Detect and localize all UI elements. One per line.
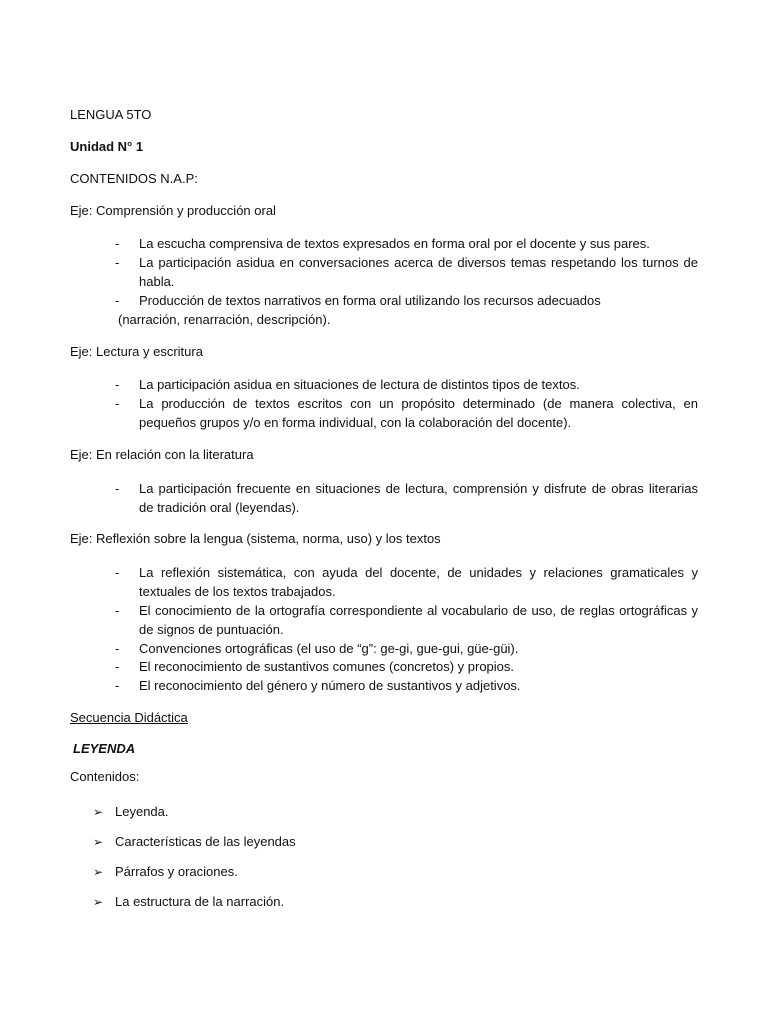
- eje-comprension-heading: Eje: Comprensión y producción oral: [70, 203, 276, 218]
- list-item-text: Producción de textos narrativos en forma oral utilizando los recursos adecuados: [139, 293, 601, 308]
- list-item: [70, 234, 698, 253]
- dash-marker: -: [115, 659, 120, 674]
- arrow-bullet-icon: ➢: [93, 895, 104, 909]
- list-item: [70, 394, 698, 432]
- list-item: [70, 601, 698, 639]
- list-item: [93, 894, 284, 910]
- arrow-bullet-icon: ➢: [93, 865, 104, 879]
- list-item-text: El reconocimiento de sustantivos comunes (concretos) y propios.: [139, 659, 515, 674]
- sequence-subtitle: LEYENDA: [73, 741, 136, 756]
- list-item: [93, 804, 169, 820]
- eje-literatura-heading: Eje: En relación con la literatura: [70, 447, 254, 462]
- dash-marker: -: [115, 377, 120, 392]
- list-item: [70, 253, 698, 291]
- list-item-text: Características de las leyendas: [115, 834, 296, 849]
- dash-marker: -: [115, 641, 120, 656]
- list-item-text: La producción de textos escritos con un propósito determinado (de manera colectiva, en pequeños grupos y/o en forma individual, con la colaboración del docente).: [139, 396, 698, 430]
- list-item-text: La participación asidua en conversaciones acerca de diversos temas respetando los turnos de habla.: [139, 255, 698, 289]
- list-item-continuation: (narración, renarración, descripción).: [118, 312, 331, 327]
- sequence-heading: Secuencia Didáctica: [70, 710, 188, 725]
- dash-marker: -: [115, 678, 120, 693]
- dash-marker: -: [115, 481, 120, 496]
- list-item-text: El reconocimiento del género y número de sustantivos y adjetivos.: [139, 678, 521, 693]
- dash-marker: -: [115, 565, 120, 580]
- eje-lectura-heading: Eje: Lectura y escritura: [70, 344, 203, 359]
- arrow-bullet-icon: ➢: [93, 805, 104, 819]
- list-item-text: La estructura de la narración.: [115, 894, 285, 909]
- list-item-text: Párrafos y oraciones.: [115, 864, 238, 879]
- list-item: [93, 834, 296, 850]
- list-item-text: El conocimiento de la ortografía correspondiente al vocabulario de uso, de reglas ortográficas y de signos de puntuación.: [139, 603, 698, 637]
- list-item-text: La participación frecuente en situaciones de lectura, comprensión y disfrute de obras literarias de tradición oral (leyendas).: [139, 481, 698, 515]
- list-item: [93, 864, 238, 880]
- dash-marker: -: [115, 396, 120, 411]
- dash-marker: -: [115, 293, 120, 308]
- list-item-text: La reflexión sistemática, con ayuda del docente, de unidades y relaciones gramaticales y textuales de los textos trabajados.: [139, 565, 698, 599]
- document-title: LENGUA 5TO: [70, 107, 152, 122]
- arrow-bullet-icon: ➢: [93, 835, 104, 849]
- unit-heading: Unidad N° 1: [70, 139, 144, 154]
- eje-reflexion-heading: Eje: Reflexión sobre la lengua (sistema, norma, uso) y los textos: [70, 531, 441, 546]
- list-item: [70, 291, 698, 310]
- contents-label: Contenidos:: [70, 769, 140, 784]
- list-item-text: La escucha comprensiva de textos expresados en forma oral por el docente y sus pares.: [139, 236, 650, 251]
- list-item: [70, 676, 698, 695]
- dash-marker: -: [115, 255, 120, 270]
- list-item: [70, 657, 698, 676]
- contents-nap-heading: CONTENIDOS N.A.P:: [70, 171, 198, 186]
- list-item: [70, 639, 698, 658]
- list-item: [70, 563, 698, 601]
- dash-marker: -: [115, 603, 120, 618]
- list-item-text: Convenciones ortográficas (el uso de “g”: ge-gi, gue-gui, güe-güi).: [139, 641, 519, 656]
- list-item-text: Leyenda.: [115, 804, 169, 819]
- list-item: [70, 479, 698, 517]
- list-item: [70, 375, 698, 394]
- list-item-text: La participación asidua en situaciones de lectura de distintos tipos de textos.: [139, 377, 580, 392]
- dash-marker: -: [115, 236, 120, 251]
